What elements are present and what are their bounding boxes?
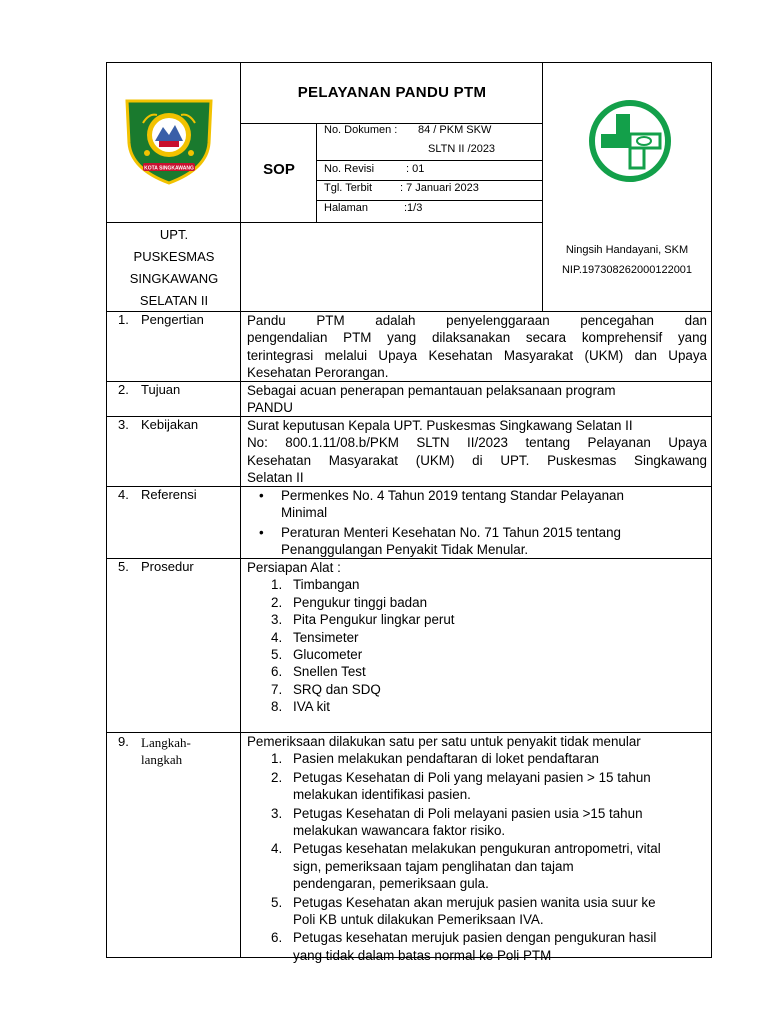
content-line: Kesehatan Masyarakat (UKM) di UPT. Puskesmas Singkawang: [247, 452, 707, 468]
header-divider-left: [240, 62, 241, 312]
signer-name: Ningsih Handayani, SKM: [565, 244, 689, 256]
row-number: 9.: [118, 734, 129, 749]
header-divider-sop: [316, 123, 317, 222]
row-label: [107, 733, 241, 957]
item-line: Petugas kesehatan merujuk pasien dengan pengukuran hasil: [293, 930, 657, 946]
meta-line-3: [316, 200, 542, 201]
row-content: [247, 559, 707, 716]
list-item: [247, 805, 707, 840]
content-line: Pandu PTM adalah penyelenggaraan pencegahan dan: [247, 313, 707, 328]
list-item: [247, 594, 707, 611]
list-item: [247, 646, 707, 663]
content-line: Sebagai acuan penerapan pemantauan pelaksanaan program: [247, 383, 616, 398]
row-label: [107, 417, 241, 486]
unit-line: SINGKAWANG: [129, 271, 219, 286]
row-title: Tujuan: [141, 382, 181, 397]
meta-halaman-value: :1/3: [404, 202, 423, 214]
item-line: Petugas kesehatan melakukan pengukuran antropometri, vital: [293, 841, 661, 857]
content-line: Surat keputusan Kepala UPT. Puskesmas Singkawang Selatan II: [247, 418, 633, 433]
meta-revisi-value: : 01: [406, 163, 425, 175]
list-item: [247, 576, 707, 593]
row-title: [141, 734, 191, 768]
list-item: [247, 698, 707, 715]
item-text: IVA kit: [293, 699, 330, 715]
item-text: Pengukur tinggi badan: [293, 594, 428, 610]
signature-block: [544, 240, 710, 280]
list-item: [247, 629, 707, 646]
item-number: 5.: [271, 894, 283, 910]
list-item: [247, 611, 707, 628]
item-number: 7.: [271, 681, 283, 697]
item-number: 6.: [271, 664, 283, 680]
item-line: Peraturan Menteri Kesehatan No. 71 Tahun 2015 tentang: [281, 524, 621, 540]
item-line: Poli KB untuk dilakukan Pemeriksaan IVA.: [293, 912, 544, 928]
row-number: 1.: [118, 312, 129, 327]
item-line: melakukan wawancara faktor risiko.: [293, 823, 506, 839]
row-tujuan: [106, 382, 712, 417]
row-title-line: Langkah-: [141, 735, 191, 750]
item-text: Pita Pengukur lingkar perut: [293, 612, 455, 628]
content-line: Selatan II: [247, 470, 304, 486]
content-intro: Persiapan Alat :: [247, 560, 341, 575]
content-line: No: 800.1.11/08.b/PKM SLTN II/2023 tentang Pelayanan Upaya: [247, 435, 707, 451]
bullet-icon: •: [259, 488, 264, 503]
list-item: [247, 840, 707, 892]
meta-doc-value-2: SLTN II /2023: [428, 143, 496, 155]
unit-line: UPT.: [159, 227, 189, 242]
step-list: [247, 750, 707, 964]
item-line: Petugas Kesehatan di Poli melayani pasien usia >15 tahun: [293, 805, 643, 821]
row-title: Prosedur: [141, 559, 194, 574]
meta-doc-label: No. Dokumen :: [324, 124, 398, 136]
meta-terbit-value: : 7 Januari 2023: [400, 182, 479, 194]
meta-halaman-label: Halaman: [324, 202, 369, 214]
sop-label: SOP: [263, 161, 295, 178]
content-line: terintegrasi melalui Upaya Kesehatan Masyarakat (UKM) dan Upaya: [247, 347, 707, 363]
item-line: Minimal: [281, 505, 328, 521]
bullet-icon: •: [259, 524, 264, 540]
row-number: 2.: [118, 382, 129, 397]
row-content: [247, 733, 707, 965]
item-text: Snellen Test: [293, 664, 366, 680]
item-number: 5.: [271, 647, 283, 663]
row-title-line: langkah: [141, 752, 183, 767]
meta-line-2: [316, 180, 542, 181]
singkawang-emblem-logo: [121, 93, 217, 185]
row-title: Kebijakan: [141, 417, 199, 432]
header-line-bottom: [106, 222, 542, 223]
row-title: Referensi: [141, 487, 197, 502]
item-number: 6.: [271, 930, 283, 946]
list-item: [247, 487, 707, 522]
reference-list: [247, 487, 707, 559]
item-number: 2.: [271, 594, 283, 610]
item-line: Petugas Kesehatan akan merujuk pasien wanita usia suur ke: [293, 894, 656, 910]
item-text: SRQ dan SDQ: [293, 681, 381, 697]
unit-line: SELATAN II: [139, 293, 209, 308]
puskesmas-logo: [584, 100, 676, 182]
list-item: [247, 663, 707, 680]
row-content: [247, 312, 707, 382]
item-number: 3.: [271, 612, 283, 628]
row-number: 4.: [118, 487, 129, 502]
item-text: Tensimeter: [293, 629, 359, 645]
row-label: [107, 559, 241, 732]
list-item: [247, 524, 707, 559]
row-referensi: [106, 487, 712, 559]
item-line: sign, pemeriksaan tajam penglihatan dan tajam: [293, 858, 574, 874]
item-number: 1.: [271, 577, 283, 593]
row-kebijakan: [106, 417, 712, 487]
unit-name: [108, 224, 240, 312]
content-intro: Pemeriksaan dilakukan satu per satu untuk penyakit tidak menular: [247, 734, 641, 749]
item-text: Timbangan: [293, 577, 360, 593]
row-prosedur: [106, 559, 712, 733]
item-line: yang tidak dalam batas normal ke Poli PTM: [293, 947, 552, 963]
row-label: [107, 487, 241, 558]
item-line: Pasien melakukan pendaftaran di loket pendaftaran: [293, 751, 599, 767]
tool-list: [247, 576, 707, 715]
item-number: 4.: [271, 841, 283, 857]
row-label: [107, 312, 241, 381]
row-content: [247, 487, 707, 561]
row-number: 3.: [118, 417, 129, 432]
row-content: [247, 382, 707, 417]
item-line: melakukan identifikasi pasien.: [293, 787, 471, 803]
content-line: pengendalian PTM yang dilaksanakan secara komprehensif yang: [247, 330, 707, 346]
header-divider-right: [542, 62, 543, 312]
meta-doc-value: 84 / PKM SKW: [418, 124, 492, 136]
row-pengertian: [106, 312, 712, 382]
list-item: [247, 894, 707, 929]
unit-line: PUSKESMAS: [133, 249, 215, 264]
item-line: Permenkes No. 4 Tahun 2019 tentang Standar Pelayanan: [281, 488, 624, 503]
item-number: 3.: [271, 805, 283, 821]
row-number: 5.: [118, 559, 129, 574]
meta-line-1: [316, 160, 542, 161]
content-line: Kesehatan Perorangan.: [247, 365, 389, 381]
list-item: [247, 769, 707, 804]
signer-nip: NIP.197308262000122001: [561, 264, 693, 276]
meta-revisi-label: No. Revisi: [324, 163, 375, 175]
item-number: 8.: [271, 699, 283, 715]
list-item: [247, 681, 707, 698]
row-langkah: [106, 733, 712, 963]
row-title: Pengertian: [141, 312, 204, 327]
list-item: [247, 929, 707, 964]
sop-title: PELAYANAN PANDU PTM: [297, 84, 487, 101]
meta-terbit-label: Tgl. Terbit: [324, 182, 373, 194]
content-line: PANDU: [247, 400, 293, 416]
item-line: Petugas Kesehatan di Poli yang melayani pasien > 15 tahun: [293, 769, 651, 785]
emblem-ribbon-text: KOTA SINGKAWANG: [144, 165, 194, 172]
item-line: pendengaran, pemeriksaan gula.: [293, 876, 489, 892]
item-text: Glucometer: [293, 647, 363, 663]
row-label: [107, 382, 241, 416]
item-number: 4.: [271, 629, 283, 645]
list-item: [247, 750, 707, 767]
item-line: Penanggulangan Penyakit Tidak Menular.: [281, 542, 529, 558]
row-content: [247, 417, 707, 487]
item-number: 2.: [271, 769, 283, 785]
item-number: 1.: [271, 751, 283, 767]
